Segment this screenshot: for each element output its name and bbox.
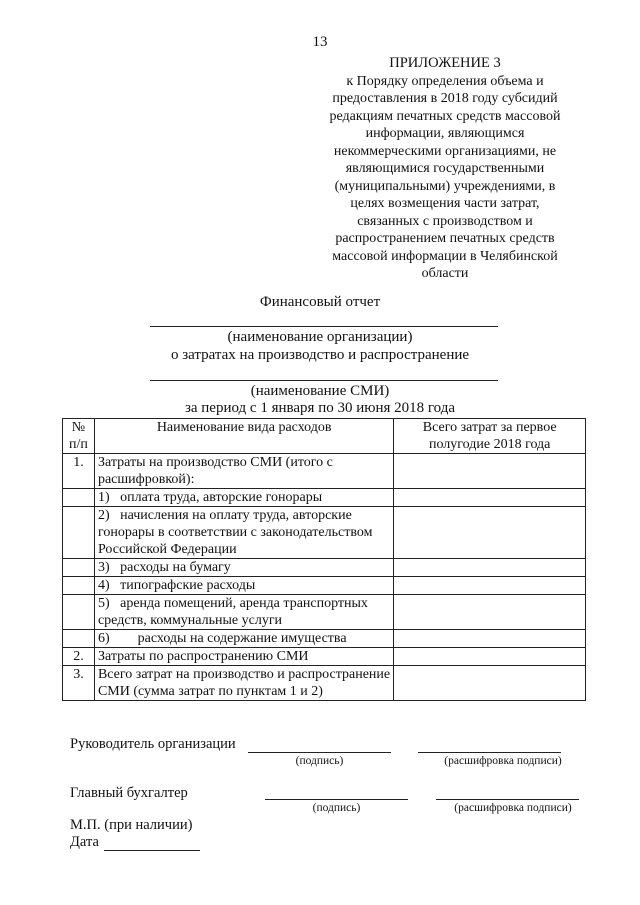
appendix-line: распространением печатных средств	[335, 231, 555, 246]
appendix-line: информации, являющимся	[365, 126, 525, 141]
row-num	[63, 489, 95, 507]
accountant-decoding-caption: (расшифровка подписи)	[454, 802, 572, 814]
date-line	[104, 850, 200, 851]
header-total: Всего затрат за первое полугодие 2018 года	[394, 419, 586, 454]
chief-accountant-label: Главный бухгалтер	[70, 785, 188, 801]
row-total-cell	[394, 648, 586, 666]
table-row	[63, 489, 586, 507]
seal-label: М.П. (при наличии)	[70, 817, 193, 833]
row-num: 3.	[63, 666, 95, 701]
row-num: 2.	[63, 648, 95, 666]
row-expense-name: Затраты по распространению СМИ	[94, 648, 393, 666]
row-num	[63, 559, 95, 577]
table-row	[63, 559, 586, 577]
media-name-line	[150, 380, 498, 381]
head-signature-caption: (подпись)	[295, 755, 344, 767]
row-num	[63, 630, 95, 648]
row-expense-name: 5) аренда помещений, аренда транспортных средств, коммунальные услуги	[94, 595, 393, 630]
head-decoding-caption: (расшифровка подписи)	[444, 755, 562, 767]
table-row	[63, 595, 586, 630]
report-title: Финансовый отчет	[259, 294, 381, 310]
page-number: 13	[312, 34, 328, 50]
appendix-block	[300, 55, 590, 283]
table-row	[63, 630, 586, 648]
head-of-organization-label: Руководитель организации	[70, 736, 236, 752]
row-expense-name: 2) начисления на оплату труда, авторские гонорары в соответствии с законодательством Российской Федерации	[94, 507, 393, 559]
appendix-line: предоставления в 2018 году субсидий	[332, 91, 558, 106]
organization-name-line	[150, 326, 498, 327]
appendix-line: к Порядку определения объема и	[346, 73, 544, 89]
report-subject: о затратах на производство и распространение	[170, 347, 470, 363]
head-signature-line	[248, 752, 391, 753]
header-num: № п/п	[63, 419, 95, 454]
media-caption: (наименование СМИ)	[250, 383, 390, 399]
table-header-row	[63, 419, 586, 454]
row-num	[63, 595, 95, 630]
row-expense-name: 4) типографские расходы	[94, 577, 393, 595]
row-total-cell	[394, 454, 586, 489]
appendix-line: целях возмещения части затрат,	[350, 196, 540, 211]
table-row	[63, 577, 586, 595]
expenses-table	[62, 418, 586, 701]
organization-caption: (наименование организации)	[227, 329, 413, 345]
table-row	[63, 507, 586, 559]
appendix-line: некоммерческими организациями, не	[333, 143, 557, 159]
appendix-line: массовой информации в Челябинской	[332, 248, 558, 264]
row-total-cell	[394, 595, 586, 630]
accountant-decoding-line	[436, 799, 579, 800]
report-period: за период с 1 января по 30 июня 2018 года	[184, 400, 456, 416]
appendix-line: области	[421, 266, 469, 281]
row-expense-name: 3) расходы на бумагу	[94, 559, 393, 577]
appendix-line: редакциям печатных средств массовой	[329, 108, 561, 124]
table-row	[63, 666, 586, 701]
head-decoding-line	[418, 752, 561, 753]
row-total-cell	[394, 507, 586, 559]
row-total-cell	[394, 630, 586, 648]
row-expense-name: 6) расходы на содержание имущества	[94, 630, 393, 648]
row-num	[63, 577, 95, 595]
table-row	[63, 648, 586, 666]
row-total-cell	[394, 666, 586, 701]
appendix-heading: ПРИЛОЖЕНИЕ 3	[389, 55, 501, 71]
date-label: Дата	[70, 834, 99, 850]
row-num	[63, 507, 95, 559]
appendix-line: связанных с производством и	[357, 213, 533, 229]
appendix-line: (муниципальными) учреждениями, в	[334, 178, 556, 194]
header-expense-name: Наименование вида расходов	[94, 419, 393, 454]
row-total-cell	[394, 489, 586, 507]
accountant-signature-line	[265, 799, 408, 800]
row-total-cell	[394, 559, 586, 577]
row-num: 1.	[63, 454, 95, 489]
row-expense-name: Затраты на производство СМИ (итого с расшифровкой):	[94, 454, 393, 489]
row-total-cell	[394, 577, 586, 595]
table-row	[63, 454, 586, 489]
accountant-signature-caption: (подпись)	[312, 802, 361, 814]
appendix-line: являющимися государственными	[345, 161, 545, 176]
row-expense-name: 1) оплата труда, авторские гонорары	[94, 489, 393, 507]
row-expense-name: Всего затрат на производство и распространение СМИ (сумма затрат по пунктам 1 и 2)	[94, 666, 393, 701]
